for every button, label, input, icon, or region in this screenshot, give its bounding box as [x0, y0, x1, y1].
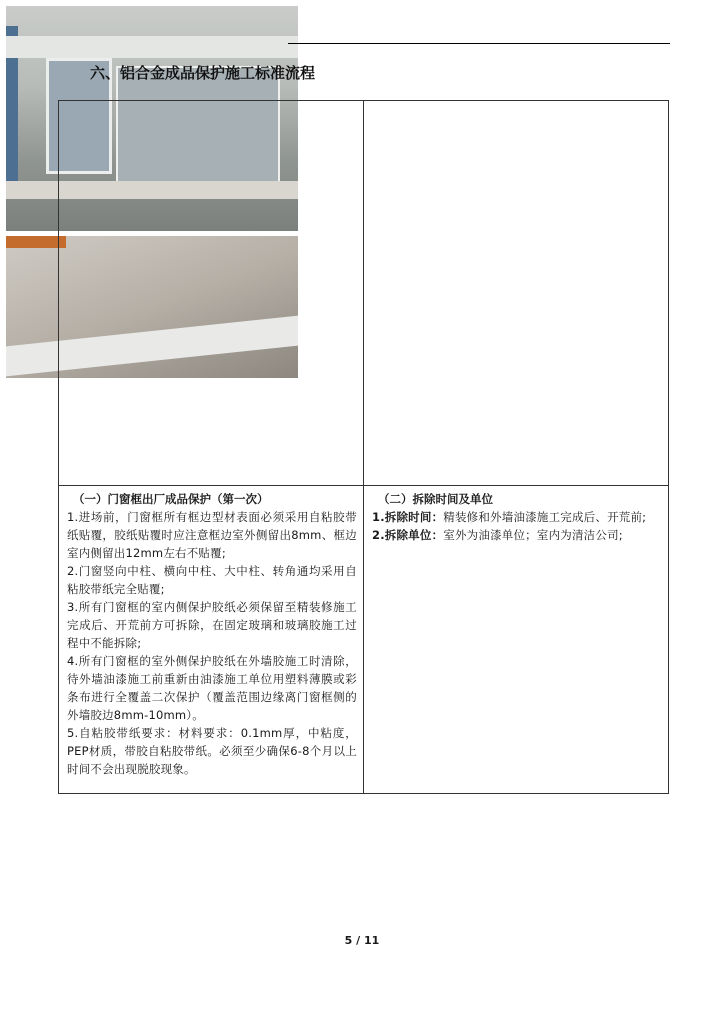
protection-step-2: 2.门窗竖向中柱、横向中柱、大中柱、转角通均采用自粘胶带纸完全贴覆; — [67, 564, 357, 596]
removal-unit — [372, 526, 662, 544]
procedure-table — [58, 100, 669, 794]
image-row — [59, 101, 669, 486]
factory-protection-cell — [59, 486, 364, 794]
removal-heading: （二）拆除时间及单位 — [378, 492, 493, 506]
factory-protection-heading: （一）门窗框出厂成品保护（第一次） — [73, 492, 269, 506]
header-rule — [288, 43, 670, 44]
text-row — [59, 486, 669, 794]
removal-time-value: 精装修和外墙油漆施工完成后、开荒前; — [443, 510, 647, 524]
protection-step-4: 4.所有门窗框的室外侧保护胶纸在外墙胶施工时清除，待外墙油漆施工前重新由油漆施工单位用塑料薄膜或彩条布进行全覆盖二次保护（覆盖范围边缘离门窗框侧的外墙胶边8mm-10mm）。 — [67, 654, 357, 722]
removal-time — [372, 508, 662, 526]
image-cell-right — [364, 101, 669, 486]
canopy-ledge — [6, 36, 298, 58]
removal-time-key: 1.拆除时间： — [372, 510, 444, 524]
rust-strip — [6, 236, 66, 248]
page-number: 5 / 11 — [344, 934, 380, 947]
image-cell-left — [59, 101, 364, 486]
removal-unit-value: 室外为油漆单位；室内为清洁公司; — [443, 528, 623, 542]
protection-step-3: 3.所有门窗框的室内侧保护胶纸必须保留至精装修施工完成后、开荒前方可拆除，在固定玻璃和玻璃胶施工过程中不能拆除; — [67, 600, 357, 650]
protection-step-1: 1.进场前，门窗框所有框边型材表面必须采用自粘胶带纸贴覆，胶纸贴覆时应注意框边室外侧留出8mm、框边室内侧留出12mm左右不贴覆; — [67, 510, 357, 560]
removal-unit-key: 2.拆除单位： — [372, 528, 444, 542]
page-title: 六、铝合金成品保护施工标准流程 — [90, 64, 316, 82]
protection-step-5: 5.自粘胶带纸要求：材料要求：0.1mm厚，中粘度，PEP材质，带胶自粘胶带纸。必须至少确保6-8个月以上时间不会出现脱胶现象。 — [67, 726, 357, 776]
removal-cell — [364, 486, 669, 794]
